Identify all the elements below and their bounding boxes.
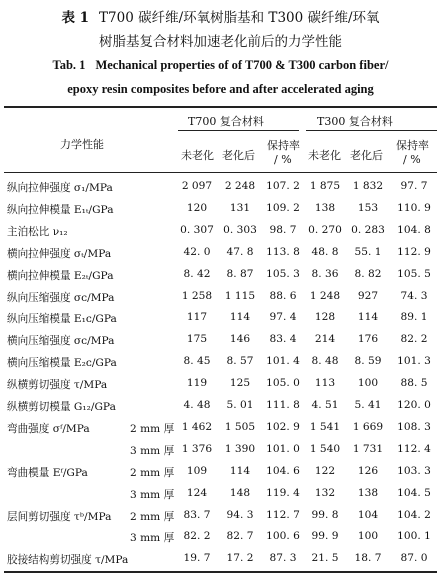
table-cell: 1 248: [309, 289, 341, 302]
table-cell: 138: [357, 486, 379, 499]
table-cell: 112. 7: [266, 508, 300, 521]
table-cell: 119: [186, 377, 208, 390]
table-cell: 87. 0: [400, 552, 428, 565]
header-t300-aged: 老化后: [350, 149, 383, 162]
table-cell: 1 505: [224, 420, 256, 433]
table-cell: 110. 9: [397, 201, 431, 214]
table-cell: 132: [314, 486, 336, 499]
table-cell: 113: [314, 377, 336, 390]
table-cell: 138: [314, 201, 336, 214]
table-cell: 120. 0: [397, 399, 431, 411]
header-group-t300-rule: [306, 130, 437, 131]
row-label: 纵向拉伸强度 σ₁/MPa: [7, 182, 113, 194]
table-cell: 1 390: [224, 442, 256, 455]
table-cell: 1 540: [309, 442, 341, 455]
row-label: 横向压缩强度 σᴄ/MPa: [7, 335, 115, 348]
table-cell: 176: [357, 333, 379, 346]
table-cell: 74. 3: [400, 289, 428, 302]
table-cell: 117: [186, 311, 208, 324]
header-t700-retention-unit: / %: [274, 153, 292, 166]
table-cell: 19. 7: [183, 552, 211, 565]
header-property: 力学性能: [60, 138, 104, 151]
row-label: 弯曲模量 Eᶠ/GPa: [7, 466, 88, 479]
table-cell: 8. 48: [311, 355, 339, 368]
table-cell: 105. 3: [266, 267, 300, 280]
table-cell: 101. 0: [266, 442, 300, 455]
table-cell: 8. 59: [354, 355, 382, 368]
table-cell: 47. 8: [226, 245, 254, 258]
table-cell: 82. 7: [226, 530, 254, 543]
table-cell: 175: [186, 333, 208, 346]
table-cell: 8. 57: [226, 355, 254, 368]
table-cell: 2 248: [224, 180, 256, 192]
row-label: 纵向压缩模量 E₁ᴄ/GPa: [7, 313, 117, 326]
table-cell: 107. 2: [266, 180, 300, 192]
table-cell: 99. 9: [311, 530, 339, 543]
header-group-t700: T700 复合材料: [188, 115, 264, 128]
table-cell: 103. 3: [397, 464, 431, 477]
table-cell: 8. 36: [311, 267, 339, 280]
row-thickness: 3 mm 厚: [130, 444, 175, 457]
table-cell: 87. 3: [269, 552, 297, 565]
table-cell: 89. 1: [400, 311, 428, 324]
row-thickness: 2 mm 厚: [130, 510, 175, 523]
row-label: 横向拉伸强度 σₜ/MPa: [7, 247, 112, 260]
table-cell: 94. 3: [226, 508, 254, 521]
table-cell: 88. 5: [400, 377, 428, 390]
table-cell: 83. 7: [183, 508, 211, 521]
table-cell: 18. 7: [354, 552, 382, 565]
table-cell: 97. 7: [400, 180, 428, 192]
table-cell: 122: [314, 464, 336, 477]
table-cell: 104. 5: [397, 486, 431, 499]
table-cell: 927: [357, 289, 379, 302]
table-cell: 101. 4: [266, 355, 300, 368]
table-cell: 8. 82: [354, 267, 382, 280]
header-t700-retention: 保持率: [267, 139, 300, 152]
table-cell: 146: [229, 333, 251, 346]
header-bottom-rule: [4, 172, 437, 173]
table-cell: 114: [229, 464, 251, 477]
table-cell: 55. 1: [354, 245, 382, 258]
table-cell: 104: [357, 508, 379, 521]
table-cell: 1 541: [309, 420, 341, 433]
table-cell: 214: [314, 333, 336, 346]
row-thickness: 3 mm 厚: [130, 488, 175, 501]
table-cell: 82. 2: [183, 530, 211, 543]
table-cell: 100. 6: [266, 530, 300, 543]
header-t700-aged: 老化后: [222, 149, 255, 162]
header-t300-unaged: 未老化: [308, 149, 341, 162]
header-group-t300: T300 复合材料: [317, 115, 393, 128]
table-cell: 1 462: [181, 420, 213, 433]
table-cell: 131: [229, 201, 251, 214]
table-cell: 97. 4: [269, 311, 297, 324]
table-cell: 48. 8: [311, 245, 339, 258]
table-cell: 1 875: [309, 180, 341, 192]
table-cell: 104. 8: [397, 223, 431, 236]
table-cell: 1 376: [181, 442, 213, 455]
table-cell: 1 115: [224, 289, 256, 302]
table-cell: 0. 283: [351, 223, 385, 236]
table-cell: 1 258: [181, 289, 213, 302]
caption-en-line-1: [0, 58, 441, 73]
row-label: 主泊松比 ν₁₂: [7, 225, 68, 238]
caption-zh-text-1: T700 碳纤维/环氧树脂基和 T300 碳纤维/环氧: [99, 10, 380, 26]
row-label: 纵横剪切模量 G₁₂/GPa: [7, 401, 116, 413]
table-cell: 109: [186, 464, 208, 477]
table-cell: 104. 6: [266, 464, 300, 477]
table-cell: 148: [229, 486, 251, 499]
table-cell: 105. 5: [397, 267, 431, 280]
table-cell: 104. 2: [397, 508, 431, 521]
caption-en-line-2: epoxy resin composites before and after accelerated aging: [67, 82, 374, 96]
row-label: 横向压缩模量 E₂ᴄ/GPa: [7, 357, 117, 370]
caption-zh-label: 表 1: [61, 10, 90, 26]
row-thickness: 2 mm 厚: [130, 422, 175, 435]
row-label: 纵横剪切强度 τ/MPa: [7, 379, 108, 392]
table-cell: 5. 01: [226, 399, 254, 411]
table-cell: 100: [357, 377, 379, 390]
table-cell: 1 832: [352, 180, 384, 192]
table-cell: 42. 0: [183, 245, 211, 258]
caption-en-label: Tab. 1: [52, 58, 86, 72]
table-bottom-rule: [4, 571, 437, 573]
table-cell: 119. 4: [266, 486, 300, 499]
table-cell: 120: [186, 201, 208, 214]
table-cell: 1 669: [352, 420, 384, 433]
header-group-t700-rule: [178, 130, 299, 131]
row-label: 层间剪切强度 τᵇ/MPa: [7, 510, 112, 523]
table-cell: 101. 3: [397, 355, 431, 368]
caption-zh-line-2: 树脂基复合材料加速老化前后的力学性能: [99, 34, 342, 50]
table-cell: 1 731: [352, 442, 384, 455]
table-cell: 99. 8: [311, 508, 339, 521]
table-cell: 100: [357, 530, 379, 543]
table-cell: 0. 307: [180, 223, 214, 236]
table-cell: 126: [357, 464, 379, 477]
row-label: 纵向拉伸模量 E₁ₜ/GPa: [7, 203, 114, 216]
table-cell: 112. 9: [397, 245, 431, 258]
header-t300-retention-unit: / %: [403, 153, 421, 166]
header-t700-unaged: 未老化: [181, 149, 214, 162]
table-cell: 114: [229, 311, 251, 324]
table-cell: 8. 45: [183, 355, 211, 368]
table-cell: 153: [357, 201, 379, 214]
table-cell: 114: [357, 311, 379, 324]
table-cell: 8. 42: [183, 267, 211, 280]
table-cell: 21. 5: [311, 552, 339, 565]
table-cell: 0. 303: [223, 223, 257, 236]
table-cell: 83. 4: [269, 333, 297, 346]
table-cell: 125: [229, 377, 251, 390]
table-cell: 98. 7: [269, 223, 297, 236]
table-cell: 8. 87: [226, 267, 254, 280]
row-label: 横向拉伸模量 E₂ₜ/GPa: [7, 269, 114, 282]
table-cell: 100. 1: [397, 530, 431, 543]
table-cell: 128: [314, 311, 336, 324]
caption-en-text-1: Mechanical properties of of T700 & T300 carbon fiber/: [95, 58, 389, 72]
row-thickness: 3 mm 厚: [130, 532, 175, 545]
row-label: 胶接结构剪切强度 τ/MPa: [7, 554, 129, 567]
caption-zh-line-1: [0, 6, 441, 26]
table-cell: 0. 270: [308, 223, 342, 236]
table-top-rule: [4, 106, 437, 108]
row-thickness: 2 mm 厚: [130, 466, 175, 479]
table-cell: 112. 4: [397, 442, 431, 455]
row-label: 弯曲强度 σᶠ/MPa: [7, 422, 90, 435]
table-cell: 17. 2: [226, 552, 254, 565]
row-label: 纵向压缩强度 σᴄ/MPa: [7, 291, 115, 304]
table-cell: 5. 41: [354, 399, 382, 411]
table-cell: 2 097: [181, 180, 213, 192]
table-cell: 113. 8: [266, 245, 300, 258]
table-cell: 108. 3: [397, 420, 431, 433]
table-cell: 109. 2: [266, 201, 300, 214]
table-cell: 4. 51: [311, 399, 339, 411]
table-cell: 82. 2: [400, 333, 428, 346]
table-cell: 102. 9: [266, 420, 300, 433]
table-cell: 111. 8: [266, 399, 300, 411]
table-cell: 88. 6: [269, 289, 297, 302]
table-cell: 105. 0: [266, 377, 300, 390]
table-cell: 124: [186, 486, 208, 499]
header-t300-retention: 保持率: [396, 139, 429, 152]
table-cell: 4. 48: [183, 399, 211, 411]
